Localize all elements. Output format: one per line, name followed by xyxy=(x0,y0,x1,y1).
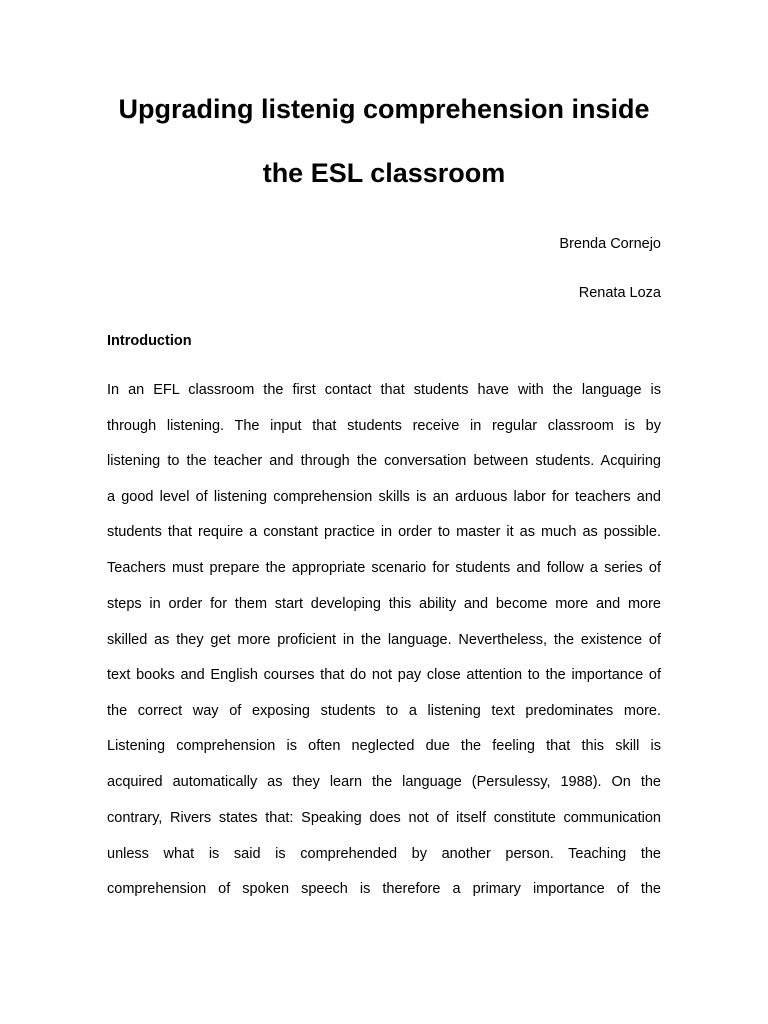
body-text-line: a good level of listening comprehension skills is an arduous labor for teachers and xyxy=(107,489,661,505)
body-text-line: unless what is said is comprehended by another person. Teaching the xyxy=(107,846,661,862)
body-text-line: comprehension of spoken speech is therefore a primary importance of the xyxy=(107,881,661,897)
body-text-line: acquired automatically as they learn the language (Persulessy, 1988). On the xyxy=(107,774,661,790)
body-text-line: listening to the teacher and through the conversation between students. Acquiring xyxy=(107,453,661,469)
body-text-line: text books and English courses that do not pay close attention to the importance of xyxy=(107,667,661,683)
body-text-line: Listening comprehension is often neglected due the feeling that this skill is xyxy=(107,738,661,754)
author-name-1: Brenda Cornejo xyxy=(559,236,661,252)
body-text-line: contrary, Rivers states that: Speaking does not of itself constitute communication xyxy=(107,810,661,826)
document-title-line-2: the ESL classroom xyxy=(262,158,506,188)
body-text-line: through listening. The input that students receive in regular classroom is by xyxy=(107,418,661,434)
body-text-line: the correct way of exposing students to a listening text predominates more. xyxy=(107,703,661,719)
body-text-line: Teachers must prepare the appropriate scenario for students and follow a series of xyxy=(107,560,661,576)
section-heading-introduction: Introduction xyxy=(107,333,192,349)
body-text-line: students that require a constant practice in order to master it as much as possible. xyxy=(107,524,661,540)
document-title-line-1: Upgrading listenig comprehension inside xyxy=(118,94,650,124)
body-text-line: skilled as they get more proficient in the language. Nevertheless, the existence of xyxy=(107,632,661,648)
body-text-line: In an EFL classroom the first contact that students have with the language is xyxy=(107,382,661,398)
body-text-line: steps in order for them start developing this ability and become more and more xyxy=(107,596,661,612)
author-name-2: Renata Loza xyxy=(578,285,661,301)
